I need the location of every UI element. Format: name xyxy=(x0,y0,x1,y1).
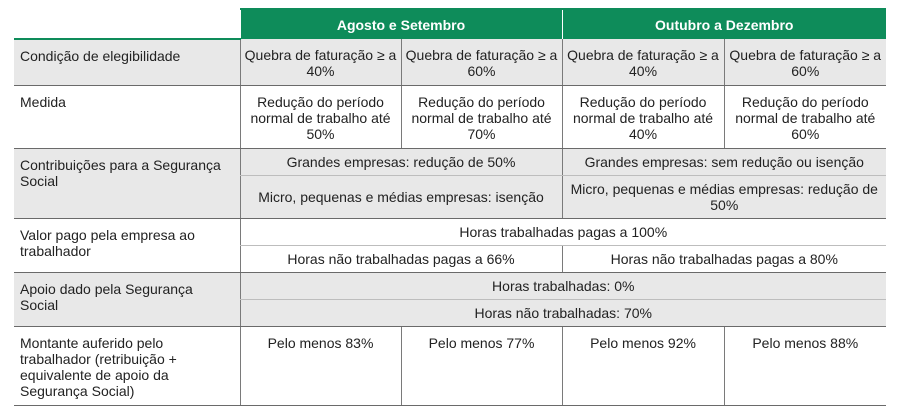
contributions-small-period-2: Micro, pequenas e médias empresas: redução de 50% xyxy=(562,176,886,219)
paid-worked-hours: Horas trabalhadas pagas a 100% xyxy=(240,219,886,246)
row-label-social-security-support: Apoio dado pela Segurança Social xyxy=(14,273,240,327)
row-label-measure: Medida xyxy=(14,86,240,149)
paid-not-worked-period-2: Horas não trabalhadas pagas a 80% xyxy=(562,246,886,273)
table-row xyxy=(14,273,886,300)
measure-cell: Redução do período normal de trabalho até 60% xyxy=(724,86,886,149)
support-worked-hours: Horas trabalhadas: 0% xyxy=(240,273,886,300)
table-row xyxy=(14,39,886,86)
table-header-row xyxy=(14,9,886,39)
table-row xyxy=(14,86,886,149)
row-label-amount-received: Montante auferido pelo trabalhador (retribuição + equivalente de apoio da Segurança Social) xyxy=(14,327,240,406)
measure-cell: Redução do período normal de trabalho até 50% xyxy=(240,86,401,149)
amount-cell: Pelo menos 77% xyxy=(401,327,562,406)
amount-cell: Pelo menos 92% xyxy=(562,327,724,406)
amount-cell: Pelo menos 83% xyxy=(240,327,401,406)
header-period-august-september: Agosto e Setembro xyxy=(240,9,562,39)
table-row xyxy=(14,149,886,176)
header-corner xyxy=(14,9,240,39)
eligibility-cell: Quebra de faturação ≥ a 40% xyxy=(240,39,401,86)
eligibility-cell: Quebra de faturação ≥ a 60% xyxy=(401,39,562,86)
row-label-paid-by-company: Valor pago pela empresa ao trabalhador xyxy=(14,219,240,273)
measure-cell: Redução do período normal de trabalho até 70% xyxy=(401,86,562,149)
row-label-contributions: Contribuições para a Segurança Social xyxy=(14,149,240,219)
header-period-october-december: Outubro a Dezembro xyxy=(562,9,886,39)
eligibility-cell: Quebra de faturação ≥ a 40% xyxy=(562,39,724,86)
table-row xyxy=(14,327,886,406)
amount-cell: Pelo menos 88% xyxy=(724,327,886,406)
contributions-small-period-1: Micro, pequenas e médias empresas: isenção xyxy=(240,176,562,219)
measure-cell: Redução do período normal de trabalho até 40% xyxy=(562,86,724,149)
support-measures-table xyxy=(14,8,886,406)
contributions-large-period-1: Grandes empresas: redução de 50% xyxy=(240,149,562,176)
support-not-worked-hours: Horas não trabalhadas: 70% xyxy=(240,300,886,327)
paid-not-worked-period-1: Horas não trabalhadas pagas a 66% xyxy=(240,246,562,273)
table-row xyxy=(14,219,886,246)
eligibility-cell: Quebra de faturação ≥ a 60% xyxy=(724,39,886,86)
contributions-large-period-2: Grandes empresas: sem redução ou isenção xyxy=(562,149,886,176)
row-label-eligibility: Condição de elegibilidade xyxy=(14,39,240,86)
